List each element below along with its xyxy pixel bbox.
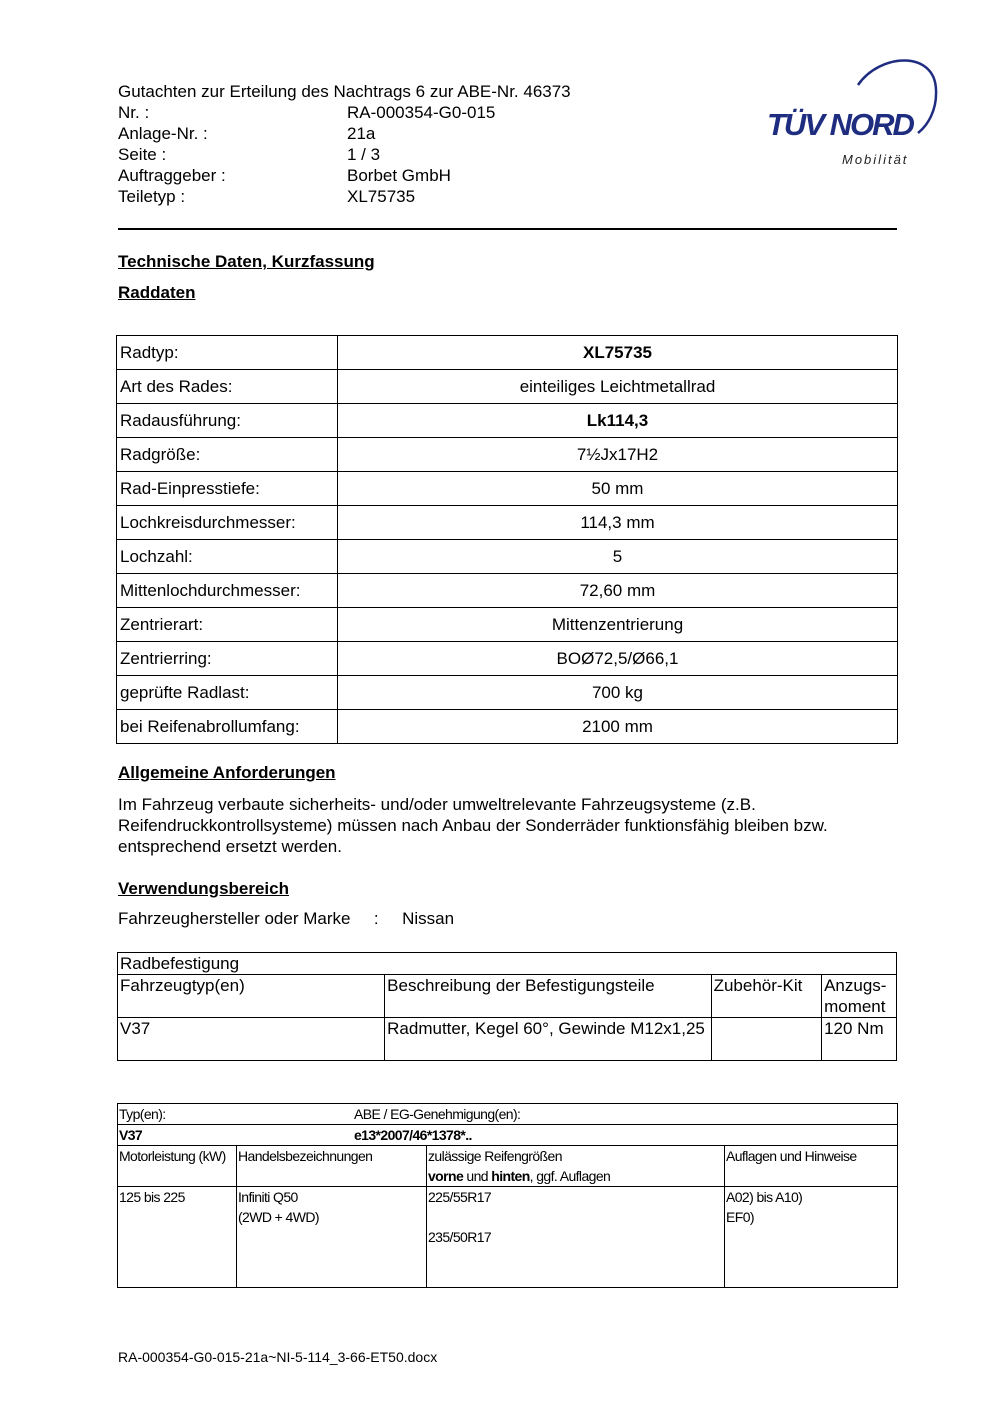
header-value: 21a	[347, 124, 376, 143]
type-approval-table	[117, 1103, 898, 1288]
type-label: Typ(en):	[119, 1106, 166, 1122]
wheel-table-value: 5	[338, 540, 898, 574]
wheel-table-value: XL75735	[338, 336, 898, 370]
abe-value: e13*2007/46*1378*..	[354, 1127, 472, 1143]
wheel-table-value: 50 mm	[338, 472, 898, 506]
section-title-tech: Technische Daten, Kurzfassung	[118, 252, 375, 271]
header-key: Nr. :	[118, 103, 150, 122]
wheel-table-row	[117, 642, 898, 676]
cell-tyre-2: 235/50R17	[428, 1229, 492, 1245]
type-value-row	[118, 1125, 898, 1146]
cell-note-1: A02) bis A10)	[726, 1189, 803, 1205]
header-tyre-and: und	[463, 1168, 492, 1184]
wheel-table-value: 72,60 mm	[338, 574, 898, 608]
section-title-verwendung: Verwendungsbereich	[118, 879, 289, 898]
manufacturer-line	[118, 909, 454, 929]
fixing-cell-description: Radmutter, Kegel 60°, Gewinde M12x1,25	[385, 1018, 711, 1061]
header-key: Seite :	[118, 145, 167, 164]
fixing-header-kit: Zubehör-Kit	[711, 975, 822, 1018]
cell-trade-name-2: (2WD + 4WD)	[238, 1209, 319, 1225]
wheel-table-label: Lochkreisdurchmesser:	[117, 506, 338, 540]
header-tyre-sizes	[427, 1146, 725, 1187]
logo-brand-text: TÜV NORD	[767, 107, 913, 142]
wheel-table-row	[117, 370, 898, 404]
abe-label: ABE / EG-Genehmigung(en):	[354, 1106, 521, 1122]
wheel-table-value: 7½Jx17H2	[338, 438, 898, 472]
fixing-header-torque: Anzugs-moment	[822, 975, 897, 1018]
header-value: RA-000354-G0-015	[347, 103, 496, 122]
type-label-row	[118, 1104, 898, 1125]
header-value: XL75735	[347, 187, 416, 206]
footer-filename: RA-000354-G0-015-21a~NI-5-114_3-66-ET50.docx	[118, 1349, 438, 1365]
header-key: Auftraggeber :	[118, 166, 226, 185]
wheel-table-row	[117, 676, 898, 710]
wheel-data-table	[116, 335, 898, 744]
fixing-cell-kit	[711, 1018, 822, 1061]
cell-notes	[725, 1187, 898, 1288]
cell-power: 125 bis 225	[118, 1187, 237, 1288]
header-tyre-sizes-line1: zulässige Reifengrößen	[428, 1148, 562, 1164]
header-power: Motorleistung (kW)	[118, 1146, 237, 1187]
wheel-table-row	[117, 438, 898, 472]
header-divider	[118, 228, 897, 230]
wheel-table-row	[117, 472, 898, 506]
header-key: Anlage-Nr. :	[118, 124, 208, 143]
cell-trade-name-1: Infiniti Q50	[238, 1189, 298, 1205]
manufacturer-label: Fahrzeughersteller oder Marke	[118, 909, 351, 928]
header-tyre-front: vorne	[428, 1168, 464, 1184]
section-title-raddaten: Raddaten	[118, 283, 196, 302]
wheel-table-row	[117, 336, 898, 370]
wheel-table-row	[117, 540, 898, 574]
type-value: V37	[119, 1127, 143, 1143]
header-row	[118, 123, 718, 144]
header-row	[118, 165, 718, 186]
wheel-table-label: Radausführung:	[117, 404, 338, 438]
document-header	[118, 81, 718, 211]
fixing-table-title: Radbefestigung	[118, 953, 897, 975]
header-row	[118, 186, 718, 207]
wheel-table-value: BOØ72,5/Ø66,1	[338, 642, 898, 676]
fixing-cell-vehicle-type: V37	[118, 1018, 385, 1061]
header-row	[118, 102, 718, 123]
header-tyre-sizes-line2	[428, 1166, 723, 1186]
wheel-table-label: Rad-Einpresstiefe:	[117, 472, 338, 506]
wheel-table-value: 700 kg	[338, 676, 898, 710]
cell-tyre-sizes	[427, 1187, 725, 1288]
wheel-table-label: Art des Rades:	[117, 370, 338, 404]
wheel-table-row	[117, 574, 898, 608]
header-tyre-rest: , ggf. Auflagen	[529, 1168, 611, 1184]
header-tyre-rear: hinten	[491, 1168, 530, 1184]
section-title-allgemein: Allgemeine Anforderungen	[118, 763, 336, 782]
wheel-table-row	[117, 608, 898, 642]
wheel-fixing-table	[117, 952, 897, 1061]
wheel-table-value: Lk114,3	[338, 404, 898, 438]
cell-tyre-1: 225/55R17	[428, 1189, 492, 1205]
fixing-cell-torque: 120 Nm	[822, 1018, 897, 1061]
wheel-table-label: geprüfte Radlast:	[117, 676, 338, 710]
wheel-table-label: Zentrierring:	[117, 642, 338, 676]
header-key: Teiletyp :	[118, 187, 186, 206]
header-notes: Auflagen und Hinweise	[725, 1146, 898, 1187]
wheel-table-value: Mittenzentrierung	[338, 608, 898, 642]
logo-subtitle: Mobilität	[842, 152, 909, 167]
header-value: 1 / 3	[347, 145, 381, 164]
wheel-table-label: Mittenlochdurchmesser:	[117, 574, 338, 608]
wheel-table-row	[117, 404, 898, 438]
wheel-table-label: Lochzahl:	[117, 540, 338, 574]
tuv-nord-logo	[760, 55, 950, 175]
header-row	[118, 144, 718, 165]
cell-trade-names	[237, 1187, 427, 1288]
wheel-table-value: einteiliges Leichtmetallrad	[338, 370, 898, 404]
header-value: Borbet GmbH	[347, 166, 451, 185]
wheel-table-label: Radtyp:	[117, 336, 338, 370]
wheel-table-label: Zentrierart:	[117, 608, 338, 642]
wheel-table-value: 114,3 mm	[338, 506, 898, 540]
wheel-table-label: Radgröße:	[117, 438, 338, 472]
wheel-table-row	[117, 506, 898, 540]
fixing-header-vehicle-type: Fahrzeugtyp(en)	[118, 975, 385, 1018]
manufacturer-value: Nissan	[402, 909, 455, 928]
cell-note-2: EF0)	[726, 1209, 754, 1225]
allgemein-paragraph: Im Fahrzeug verbaute sicherheits- und/oder umweltrelevante Fahrzeugsysteme (z.B. Reifendruckkontrollsysteme) müssen nach Anbau der Sonderräder funktionsfähig bleiben bzw. entsprechend ersetzt werden.	[118, 795, 828, 856]
manufacturer-separator: :	[373, 909, 379, 928]
wheel-table-row	[117, 710, 898, 744]
header-trade-names: Handelsbezeichnungen	[237, 1146, 427, 1187]
wheel-table-label: bei Reifenabrollumfang:	[117, 710, 338, 744]
wheel-table-value: 2100 mm	[338, 710, 898, 744]
fixing-header-description: Beschreibung der Befestigungsteile	[385, 975, 711, 1018]
document-title: Gutachten zur Erteilung des Nachtrags 6 zur ABE-Nr. 46373	[118, 82, 571, 101]
